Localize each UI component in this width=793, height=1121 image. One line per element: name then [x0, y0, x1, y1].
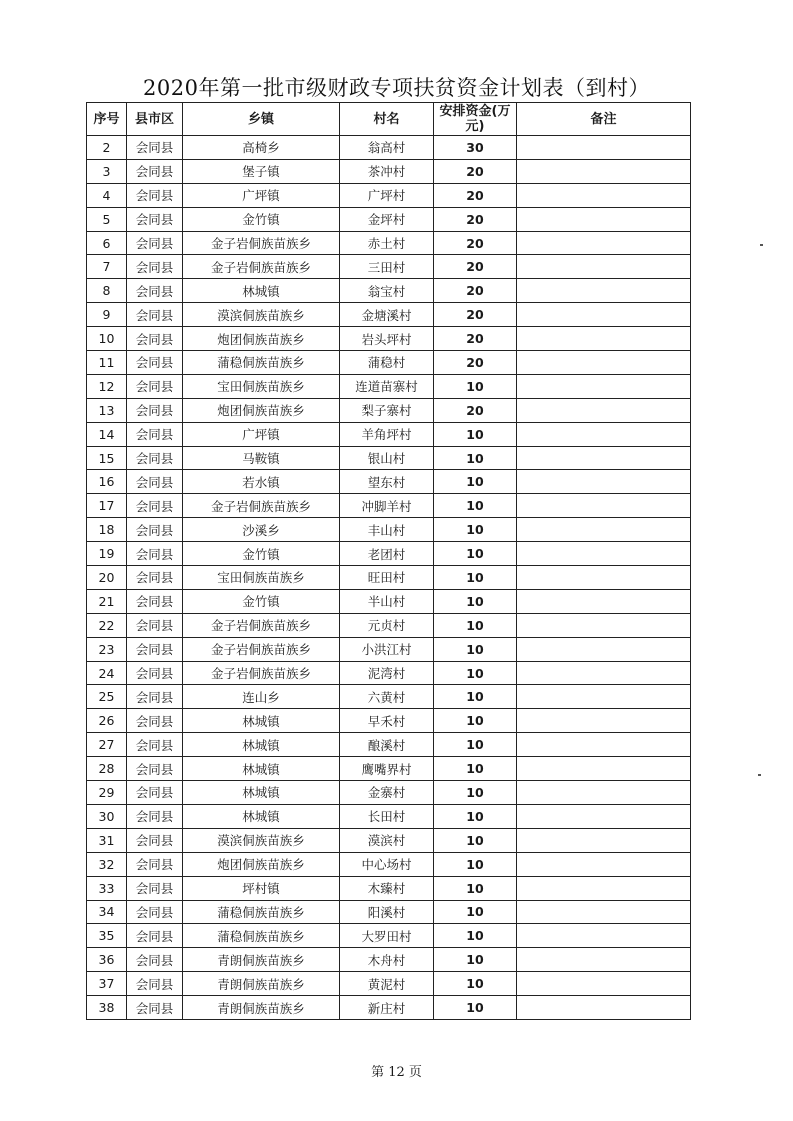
cell-note — [517, 757, 691, 781]
cell-county: 会同县 — [127, 207, 183, 231]
cell-note — [517, 542, 691, 566]
cell-seq: 2 — [87, 136, 127, 160]
cell-town: 蒲稳侗族苗族乡 — [183, 900, 340, 924]
cell-village: 冲脚羊村 — [340, 494, 434, 518]
cell-note — [517, 733, 691, 757]
cell-seq: 16 — [87, 470, 127, 494]
cell-note — [517, 566, 691, 590]
cell-amount: 10 — [434, 422, 517, 446]
cell-town: 蒲稳侗族苗族乡 — [183, 924, 340, 948]
table-row — [87, 374, 691, 398]
cell-amount: 20 — [434, 398, 517, 422]
cell-amount: 10 — [434, 781, 517, 805]
cell-note — [517, 351, 691, 375]
cell-county: 会同县 — [127, 398, 183, 422]
cell-village: 新庄村 — [340, 996, 434, 1020]
cell-town: 林城镇 — [183, 709, 340, 733]
cell-seq: 30 — [87, 804, 127, 828]
cell-seq: 11 — [87, 351, 127, 375]
cell-amount: 10 — [434, 876, 517, 900]
cell-note — [517, 136, 691, 160]
cell-seq: 13 — [87, 398, 127, 422]
cell-village: 六黄村 — [340, 685, 434, 709]
table-row — [87, 948, 691, 972]
cell-seq: 27 — [87, 733, 127, 757]
cell-seq: 20 — [87, 566, 127, 590]
cell-county: 会同县 — [127, 470, 183, 494]
cell-town: 青朗侗族苗族乡 — [183, 948, 340, 972]
cell-seq: 34 — [87, 900, 127, 924]
cell-village: 银山村 — [340, 446, 434, 470]
cell-town: 林城镇 — [183, 757, 340, 781]
cell-note — [517, 876, 691, 900]
cell-note — [517, 685, 691, 709]
cell-county: 会同县 — [127, 136, 183, 160]
cell-amount: 10 — [434, 685, 517, 709]
cell-county: 会同县 — [127, 518, 183, 542]
cell-seq: 28 — [87, 757, 127, 781]
header-note: 备注 — [517, 103, 691, 136]
table-row — [87, 924, 691, 948]
cell-town: 炮团侗族苗族乡 — [183, 327, 340, 351]
cell-village: 望东村 — [340, 470, 434, 494]
table-row — [87, 207, 691, 231]
cell-seq: 8 — [87, 279, 127, 303]
scan-speck — [760, 244, 763, 246]
cell-seq: 9 — [87, 303, 127, 327]
header-village: 村名 — [340, 103, 434, 136]
cell-village: 漠滨村 — [340, 828, 434, 852]
table-row — [87, 136, 691, 160]
cell-note — [517, 183, 691, 207]
cell-amount: 20 — [434, 255, 517, 279]
table-row — [87, 685, 691, 709]
cell-note — [517, 972, 691, 996]
cell-town: 堡子镇 — [183, 159, 340, 183]
cell-amount: 10 — [434, 900, 517, 924]
cell-note — [517, 446, 691, 470]
cell-town: 广坪镇 — [183, 422, 340, 446]
cell-village: 赤土村 — [340, 231, 434, 255]
cell-county: 会同县 — [127, 159, 183, 183]
cell-village: 蒲稳村 — [340, 351, 434, 375]
table-row — [87, 876, 691, 900]
cell-county: 会同县 — [127, 781, 183, 805]
cell-town: 宝田侗族苗族乡 — [183, 374, 340, 398]
cell-village: 木舟村 — [340, 948, 434, 972]
table-row — [87, 303, 691, 327]
table-row — [87, 279, 691, 303]
cell-county: 会同县 — [127, 255, 183, 279]
cell-village: 梨子寨村 — [340, 398, 434, 422]
cell-note — [517, 159, 691, 183]
cell-seq: 33 — [87, 876, 127, 900]
header-amount: 安排资金(万元) — [434, 103, 517, 136]
cell-note — [517, 494, 691, 518]
cell-amount: 30 — [434, 136, 517, 160]
table-row — [87, 159, 691, 183]
cell-seq: 17 — [87, 494, 127, 518]
cell-note — [517, 374, 691, 398]
cell-village: 岩头坪村 — [340, 327, 434, 351]
table-row — [87, 255, 691, 279]
cell-village: 旺田村 — [340, 566, 434, 590]
cell-county: 会同县 — [127, 351, 183, 375]
cell-amount: 10 — [434, 924, 517, 948]
cell-amount: 10 — [434, 518, 517, 542]
cell-seq: 6 — [87, 231, 127, 255]
cell-note — [517, 996, 691, 1020]
cell-village: 茶冲村 — [340, 159, 434, 183]
cell-note — [517, 303, 691, 327]
table-row — [87, 733, 691, 757]
cell-village: 羊角坪村 — [340, 422, 434, 446]
cell-county: 会同县 — [127, 279, 183, 303]
cell-town: 金子岩侗族苗族乡 — [183, 231, 340, 255]
cell-seq: 4 — [87, 183, 127, 207]
cell-county: 会同县 — [127, 996, 183, 1020]
cell-village: 早禾村 — [340, 709, 434, 733]
cell-note — [517, 613, 691, 637]
cell-county: 会同县 — [127, 422, 183, 446]
cell-seq: 24 — [87, 661, 127, 685]
cell-town: 蒲稳侗族苗族乡 — [183, 351, 340, 375]
cell-amount: 10 — [434, 852, 517, 876]
table-row — [87, 828, 691, 852]
cell-seq: 14 — [87, 422, 127, 446]
cell-note — [517, 709, 691, 733]
cell-note — [517, 207, 691, 231]
cell-county: 会同县 — [127, 733, 183, 757]
cell-county: 会同县 — [127, 972, 183, 996]
table-header-row — [87, 103, 691, 136]
cell-town: 青朗侗族苗族乡 — [183, 996, 340, 1020]
cell-seq: 26 — [87, 709, 127, 733]
cell-seq: 10 — [87, 327, 127, 351]
table-row — [87, 542, 691, 566]
cell-amount: 10 — [434, 589, 517, 613]
cell-county: 会同县 — [127, 589, 183, 613]
table-row — [87, 398, 691, 422]
cell-town: 漠滨侗族苗族乡 — [183, 828, 340, 852]
table-row — [87, 589, 691, 613]
cell-county: 会同县 — [127, 828, 183, 852]
table-row — [87, 972, 691, 996]
cell-amount: 20 — [434, 231, 517, 255]
cell-amount: 10 — [434, 542, 517, 566]
cell-town: 高椅乡 — [183, 136, 340, 160]
cell-amount: 10 — [434, 828, 517, 852]
cell-village: 元贞村 — [340, 613, 434, 637]
cell-amount: 10 — [434, 374, 517, 398]
cell-note — [517, 398, 691, 422]
cell-amount: 10 — [434, 637, 517, 661]
cell-amount: 20 — [434, 183, 517, 207]
cell-seq: 18 — [87, 518, 127, 542]
cell-amount: 10 — [434, 996, 517, 1020]
table-row — [87, 494, 691, 518]
cell-amount: 10 — [434, 661, 517, 685]
cell-amount: 20 — [434, 303, 517, 327]
table-row — [87, 351, 691, 375]
cell-town: 林城镇 — [183, 733, 340, 757]
cell-seq: 37 — [87, 972, 127, 996]
cell-seq: 32 — [87, 852, 127, 876]
table-row — [87, 566, 691, 590]
cell-seq: 12 — [87, 374, 127, 398]
cell-note — [517, 470, 691, 494]
table-row — [87, 518, 691, 542]
header-county: 县市区 — [127, 103, 183, 136]
cell-seq: 23 — [87, 637, 127, 661]
cell-amount: 10 — [434, 804, 517, 828]
table-row — [87, 446, 691, 470]
cell-town: 马鞍镇 — [183, 446, 340, 470]
cell-note — [517, 661, 691, 685]
cell-county: 会同县 — [127, 231, 183, 255]
cell-village: 三田村 — [340, 255, 434, 279]
cell-village: 酿溪村 — [340, 733, 434, 757]
cell-amount: 10 — [434, 709, 517, 733]
cell-note — [517, 255, 691, 279]
fund-plan-table — [86, 102, 691, 1020]
cell-county: 会同县 — [127, 661, 183, 685]
cell-seq: 3 — [87, 159, 127, 183]
cell-town: 金竹镇 — [183, 589, 340, 613]
cell-town: 林城镇 — [183, 279, 340, 303]
cell-note — [517, 828, 691, 852]
cell-county: 会同县 — [127, 446, 183, 470]
cell-town: 林城镇 — [183, 804, 340, 828]
cell-seq: 15 — [87, 446, 127, 470]
cell-seq: 7 — [87, 255, 127, 279]
cell-village: 翁宝村 — [340, 279, 434, 303]
cell-village: 长田村 — [340, 804, 434, 828]
cell-town: 金子岩侗族苗族乡 — [183, 494, 340, 518]
cell-county: 会同县 — [127, 685, 183, 709]
cell-county: 会同县 — [127, 613, 183, 637]
cell-amount: 10 — [434, 948, 517, 972]
cell-amount: 20 — [434, 159, 517, 183]
table-row — [87, 183, 691, 207]
cell-county: 会同县 — [127, 327, 183, 351]
cell-seq: 19 — [87, 542, 127, 566]
cell-town: 沙溪乡 — [183, 518, 340, 542]
cell-town: 漠滨侗族苗族乡 — [183, 303, 340, 327]
cell-seq: 35 — [87, 924, 127, 948]
cell-village: 金寨村 — [340, 781, 434, 805]
cell-seq: 29 — [87, 781, 127, 805]
cell-note — [517, 900, 691, 924]
table-row — [87, 661, 691, 685]
cell-amount: 20 — [434, 207, 517, 231]
cell-amount: 10 — [434, 972, 517, 996]
table-row — [87, 613, 691, 637]
table-row — [87, 470, 691, 494]
cell-village: 小洪江村 — [340, 637, 434, 661]
cell-seq: 22 — [87, 613, 127, 637]
cell-village: 广坪村 — [340, 183, 434, 207]
cell-seq: 5 — [87, 207, 127, 231]
page-title: 2020年第一批市级财政专项扶贫资金计划表（到村） — [143, 76, 650, 100]
table-row — [87, 709, 691, 733]
cell-town: 若水镇 — [183, 470, 340, 494]
cell-county: 会同县 — [127, 303, 183, 327]
cell-amount: 20 — [434, 351, 517, 375]
cell-amount: 20 — [434, 279, 517, 303]
cell-town: 青朗侗族苗族乡 — [183, 972, 340, 996]
cell-town: 坪村镇 — [183, 876, 340, 900]
cell-village: 连道苗寨村 — [340, 374, 434, 398]
cell-amount: 10 — [434, 733, 517, 757]
cell-amount: 10 — [434, 566, 517, 590]
cell-village: 泥湾村 — [340, 661, 434, 685]
cell-county: 会同县 — [127, 637, 183, 661]
cell-town: 林城镇 — [183, 781, 340, 805]
table-row — [87, 757, 691, 781]
cell-note — [517, 327, 691, 351]
cell-amount: 10 — [434, 613, 517, 637]
cell-county: 会同县 — [127, 757, 183, 781]
table-row — [87, 852, 691, 876]
cell-village: 半山村 — [340, 589, 434, 613]
cell-county: 会同县 — [127, 876, 183, 900]
cell-amount: 10 — [434, 757, 517, 781]
cell-seq: 36 — [87, 948, 127, 972]
cell-note — [517, 422, 691, 446]
table-row — [87, 804, 691, 828]
table-row — [87, 637, 691, 661]
cell-county: 会同县 — [127, 709, 183, 733]
cell-note — [517, 781, 691, 805]
cell-note — [517, 231, 691, 255]
cell-village: 翁高村 — [340, 136, 434, 160]
cell-county: 会同县 — [127, 900, 183, 924]
table-row — [87, 996, 691, 1020]
cell-village: 金坪村 — [340, 207, 434, 231]
cell-county: 会同县 — [127, 852, 183, 876]
cell-town: 宝田侗族苗族乡 — [183, 566, 340, 590]
table-row — [87, 327, 691, 351]
cell-village: 丰山村 — [340, 518, 434, 542]
cell-amount: 10 — [434, 494, 517, 518]
header-seq: 序号 — [87, 103, 127, 136]
cell-town: 金子岩侗族苗族乡 — [183, 661, 340, 685]
cell-town: 金子岩侗族苗族乡 — [183, 613, 340, 637]
cell-village: 金塘溪村 — [340, 303, 434, 327]
cell-village: 老团村 — [340, 542, 434, 566]
cell-county: 会同县 — [127, 804, 183, 828]
cell-county: 会同县 — [127, 183, 183, 207]
cell-note — [517, 279, 691, 303]
cell-village: 木臻村 — [340, 876, 434, 900]
cell-note — [517, 948, 691, 972]
cell-note — [517, 518, 691, 542]
cell-county: 会同县 — [127, 374, 183, 398]
cell-amount: 10 — [434, 470, 517, 494]
cell-town: 炮团侗族苗族乡 — [183, 852, 340, 876]
cell-seq: 25 — [87, 685, 127, 709]
cell-county: 会同县 — [127, 566, 183, 590]
cell-village: 大罗田村 — [340, 924, 434, 948]
scan-speck — [758, 774, 761, 776]
cell-county: 会同县 — [127, 948, 183, 972]
table-row — [87, 900, 691, 924]
cell-village: 中心场村 — [340, 852, 434, 876]
cell-town: 金竹镇 — [183, 207, 340, 231]
cell-town: 金子岩侗族苗族乡 — [183, 255, 340, 279]
cell-note — [517, 924, 691, 948]
cell-town: 金子岩侗族苗族乡 — [183, 637, 340, 661]
cell-town: 连山乡 — [183, 685, 340, 709]
cell-county: 会同县 — [127, 924, 183, 948]
cell-amount: 10 — [434, 446, 517, 470]
cell-town: 炮团侗族苗族乡 — [183, 398, 340, 422]
cell-town: 金竹镇 — [183, 542, 340, 566]
cell-seq: 21 — [87, 589, 127, 613]
cell-amount: 20 — [434, 327, 517, 351]
header-town: 乡镇 — [183, 103, 340, 136]
table-row — [87, 422, 691, 446]
cell-note — [517, 589, 691, 613]
cell-village: 阳溪村 — [340, 900, 434, 924]
cell-seq: 31 — [87, 828, 127, 852]
cell-county: 会同县 — [127, 494, 183, 518]
cell-village: 黄泥村 — [340, 972, 434, 996]
cell-county: 会同县 — [127, 542, 183, 566]
cell-town: 广坪镇 — [183, 183, 340, 207]
page-number: 第 12 页 — [371, 1065, 422, 1080]
cell-note — [517, 804, 691, 828]
table-row — [87, 781, 691, 805]
cell-note — [517, 637, 691, 661]
table-row — [87, 231, 691, 255]
cell-village: 鹰嘴界村 — [340, 757, 434, 781]
cell-seq: 38 — [87, 996, 127, 1020]
cell-note — [517, 852, 691, 876]
